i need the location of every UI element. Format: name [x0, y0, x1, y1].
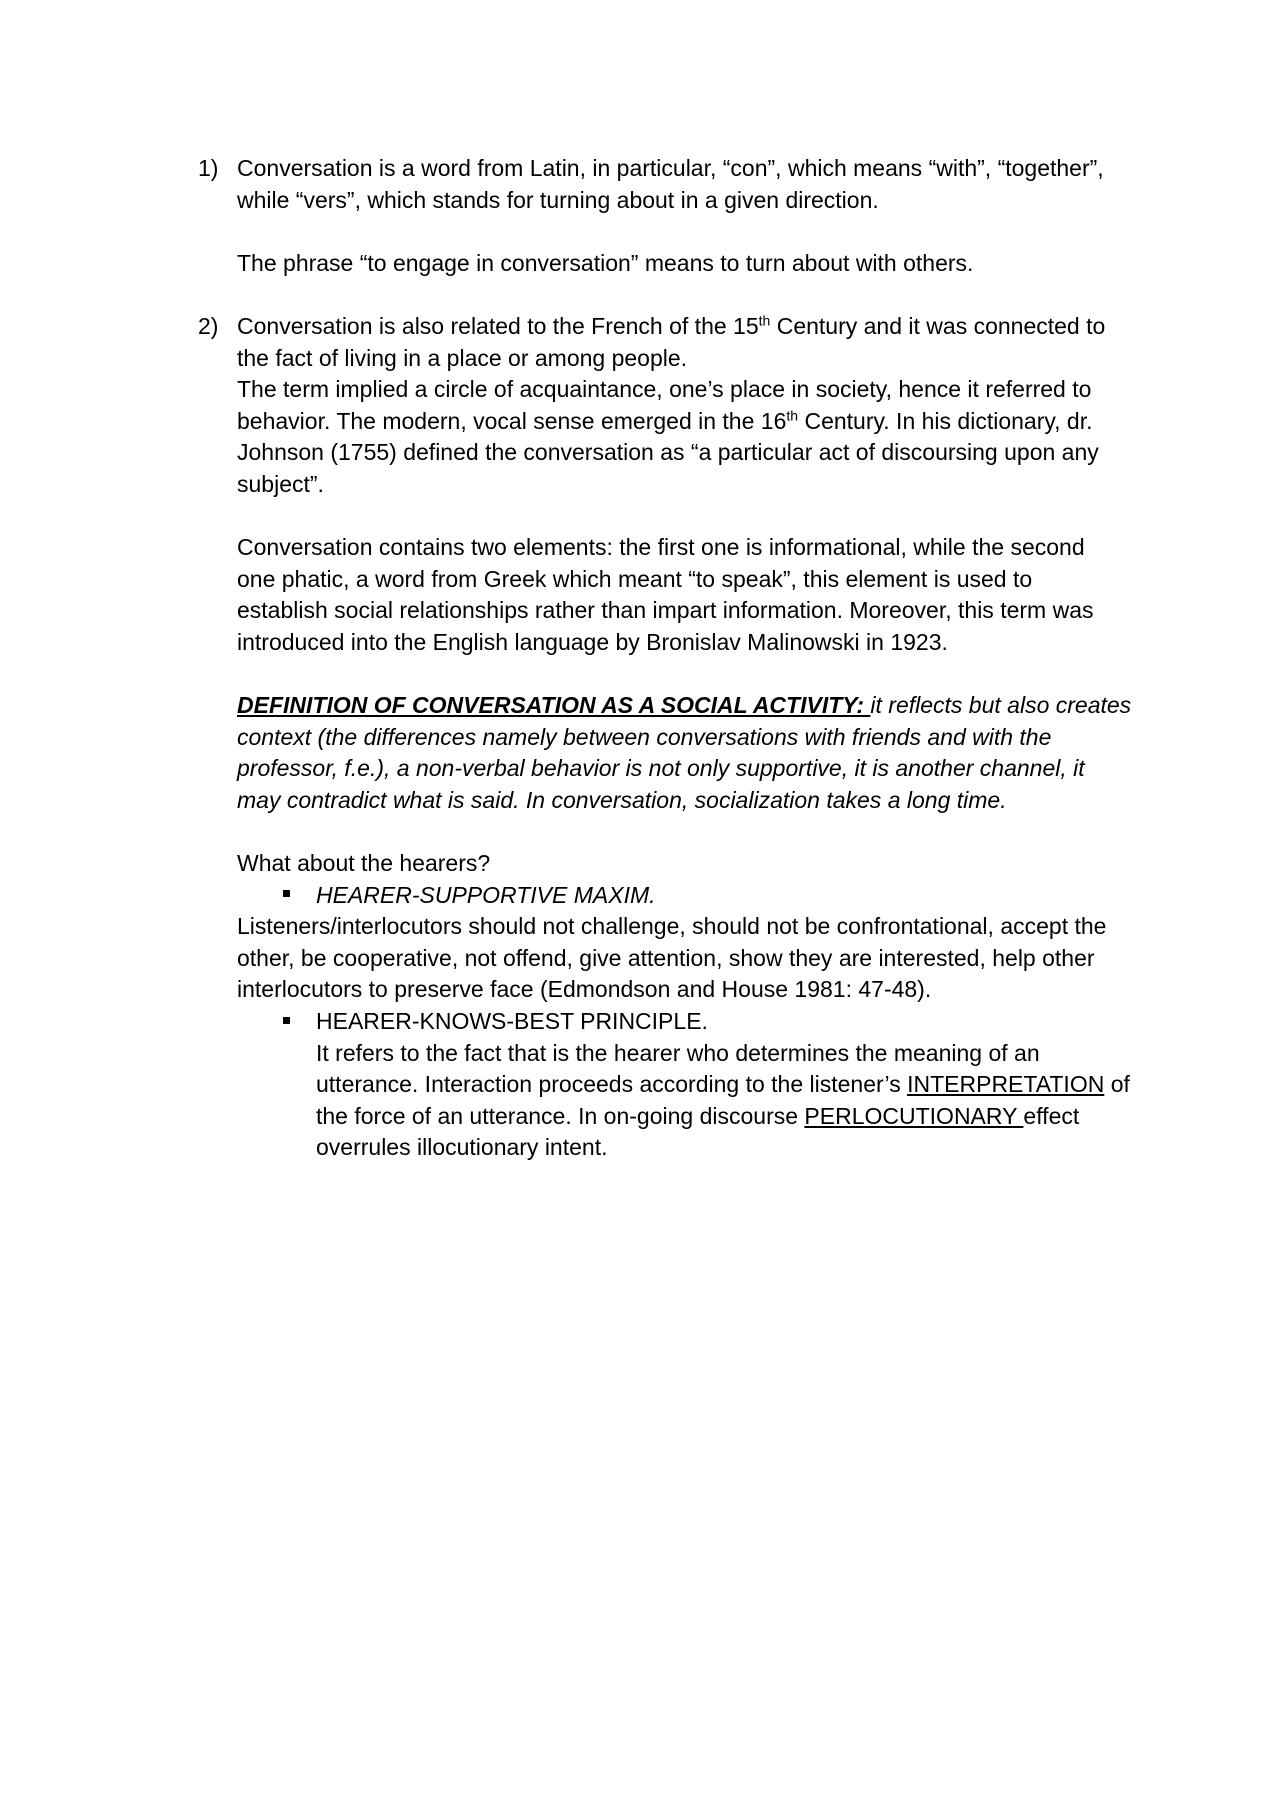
interpretation-term: INTERPRETATION: [907, 1071, 1105, 1097]
text-line: HEARER-SUPPORTIVE MAXIM.: [316, 882, 656, 908]
text-line: Johnson (1755) defined the conversation as “a particular act of discoursing upon any: [237, 439, 1099, 465]
definition-paragraph: [237, 690, 1157, 816]
text-line: The term implied a circle of acquaintance, one’s place in society, hence it referred to: [237, 376, 1092, 402]
phrase-paragraph: [237, 248, 1157, 280]
text-line: DEFINITION OF CONVERSATION AS A SOCIAL ACTIVITY: it reflects but also creates: [237, 692, 1132, 718]
item-2-text: [237, 311, 1157, 500]
text-line: The phrase “to engage in conversation” means to turn about with others.: [237, 250, 974, 276]
item-1-text: [237, 153, 1157, 216]
text-line: other, be cooperative, not offend, give attention, show they are interested, help other: [237, 944, 1095, 971]
text-line: the fact of living in a place or among people.: [237, 344, 688, 371]
bullet-square-icon: [283, 890, 290, 897]
list-number-2: 2): [198, 313, 219, 339]
text-line: professor, f.e.), a non-verbal behavior is not only supportive, it is another channel, it: [237, 755, 1085, 781]
text-line: subject”.: [237, 470, 324, 497]
text-line: one phatic, a word from Greek which meant “to speak”, this element is used to: [237, 565, 1033, 592]
list-number-1: 1): [198, 155, 219, 181]
text-line: overrules illocutionary intent.: [316, 1134, 608, 1160]
hearers-question: [237, 848, 1157, 880]
text-line: Listeners/interlocutors should not challenge, should not be confrontational, accept the: [237, 913, 1107, 939]
text-line: while “vers”, which stands for turning about in a given direction.: [237, 186, 879, 213]
text-line: interlocutors to preserve face (Edmondson and House 1981: 47-48).: [237, 976, 932, 1002]
text-line: establish social relationships rather than impart information. Moreover, this term was: [237, 597, 1094, 623]
text-line: utterance. Interaction proceeds according to the listener’s INTERPRETATION of: [316, 1071, 1130, 1097]
bullet-square-icon: [283, 1017, 290, 1024]
maxim-1-body: [237, 911, 1157, 1006]
elements-paragraph: [237, 532, 1157, 658]
text-line: the force of an utterance. In on-going discourse PERLOCUTIONARY effect: [316, 1102, 1080, 1129]
maxim-1-title: [316, 880, 1176, 912]
text-line: behavior. The modern, vocal sense emerged in the 16th Century. In his dictionary, dr.: [237, 406, 1093, 434]
text-line: context (the differences namely between conversations with friends and with the: [237, 723, 1052, 750]
text-line: Conversation is also related to the French of the 15th Century and it was connected to: [237, 312, 1106, 339]
text-line: It refers to the fact that is the hearer who determines the meaning of an: [316, 1039, 1040, 1066]
definition-heading: DEFINITION OF CONVERSATION AS A SOCIAL ACTIVITY:: [237, 692, 871, 718]
text-line: Conversation contains two elements: the first one is informational, while the second: [237, 534, 1085, 560]
text-line: HEARER-KNOWS-BEST PRINCIPLE.: [316, 1008, 708, 1034]
text-line: introduced into the English language by Bronislav Malinowski in 1923.: [237, 628, 948, 655]
text-line: What about the hearers?: [237, 850, 491, 876]
text-line: may contradict what is said. In conversation, socialization takes a long time.: [237, 786, 1007, 813]
perlocutionary-term: PERLOCUTIONARY: [804, 1102, 1024, 1129]
text-line: Conversation is a word from Latin, in particular, “con”, which means “with”, “together”,: [237, 155, 1104, 181]
maxim-2: [316, 1006, 1176, 1164]
